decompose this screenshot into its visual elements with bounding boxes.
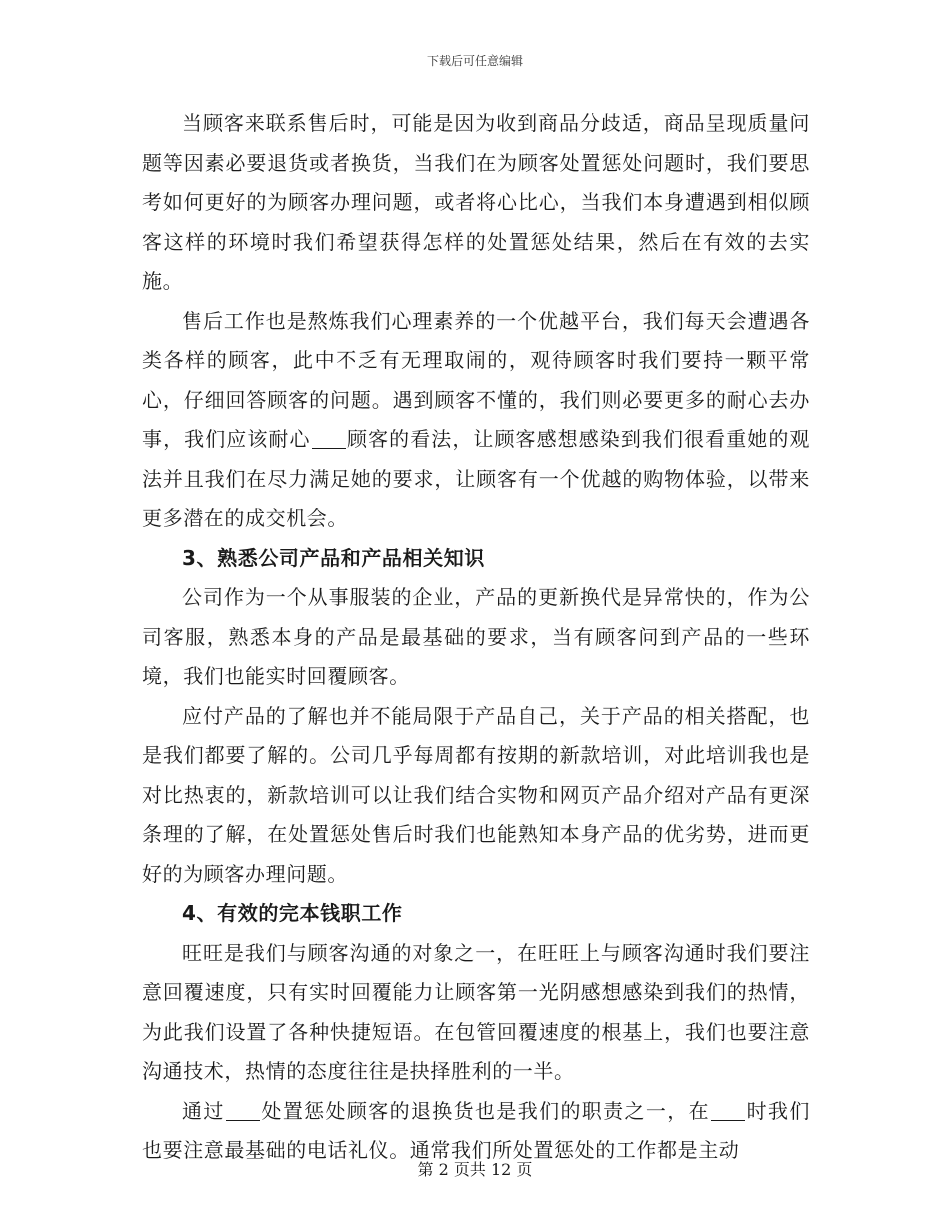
- fill-blank: [711, 1100, 745, 1121]
- paragraph-after-sales: 当顾客来联系售后时，可能是因为收到商品分歧适，商品呈现质量问题等因素必要退货或者换货，当我们在为顾客处置惩处问题时，我们要思考如何更好的为顾客办理问题，或者将心比心，当我们本身遭遇到相似顾客这样的环境时我们希望获得怎样的处置惩处结果，然后在有效的去实施。: [142, 111, 810, 293]
- paragraph-mindset: [142, 302, 810, 539]
- paragraph-text: 处置惩处顾客的退换货也是我们的职责之一，在: [260, 1098, 710, 1123]
- fill-blank: [312, 428, 346, 449]
- paragraph-text: 通过: [182, 1098, 225, 1123]
- paragraph-text: 售后工作也是熬炼我们心理素养的一个优越平台，我们每天会遭遇各类各样的顾客，此中不乏有无理取闹的，观待顾客时我们要持一颗平常心，仔细回答顾客的问题。遇到顾客不懂的，我们则必要更多的耐心去办事，我们应该耐心: [142, 308, 810, 451]
- section-heading-4: 4、有效的完本钱职工作: [182, 901, 403, 925]
- paragraph-product-knowledge: 公司作为一个从事服装的企业，产品的更新换代是异常快的，作为公司客服，熟悉本身的产品是最基础的要求，当有顾客问到产品的一些环境，我们也能实时回覆顾客。: [142, 585, 810, 688]
- page-footer: 第 2 页共 12 页: [417, 1160, 533, 1179]
- paragraph-training: 应付产品的了解也并不能局限于产品自己，关于产品的相关搭配，也是我们都要了解的。公司几乎每周都有按期的新款培训，对此培训我也是对比热衷的，新款培训可以让我们结合实物和网页产品介绍对产品有更深条理的了解，在处置惩处售后时我们也能熟知本身产品的优劣势，进而更好的为顾客办理问题。: [142, 703, 810, 886]
- fill-blank: [226, 1100, 260, 1121]
- paragraph-text: 时我们也要注意最基础的电话礼仪。通常我们所处置惩处的工作都是主动: [142, 1098, 810, 1162]
- paragraph-wangwang: 旺旺是我们与顾客沟通的对象之一，在旺旺上与顾客沟通时我们要注意回覆速度，只有实时回覆能力让顾客第一光阴感想感染到我们的热情，为此我们设置了各种快捷短语。在包管回覆速度的根基上，我们也要注意沟通技术，热情的态度往往是抉择胜利的一半。: [142, 940, 810, 1083]
- paragraph-text: 顾客的看法，让顾客感想感染到我们很看重她的观法并且我们在尽力满足她的要求，让顾客有一个优越的购物体验，以带来更多潜在的成交机会。: [142, 427, 810, 530]
- section-heading-3: 3、熟悉公司产品和产品相关知识: [182, 545, 485, 570]
- page-header: 下载后可任意编辑: [426, 54, 523, 68]
- document-body: [142, 104, 810, 1171]
